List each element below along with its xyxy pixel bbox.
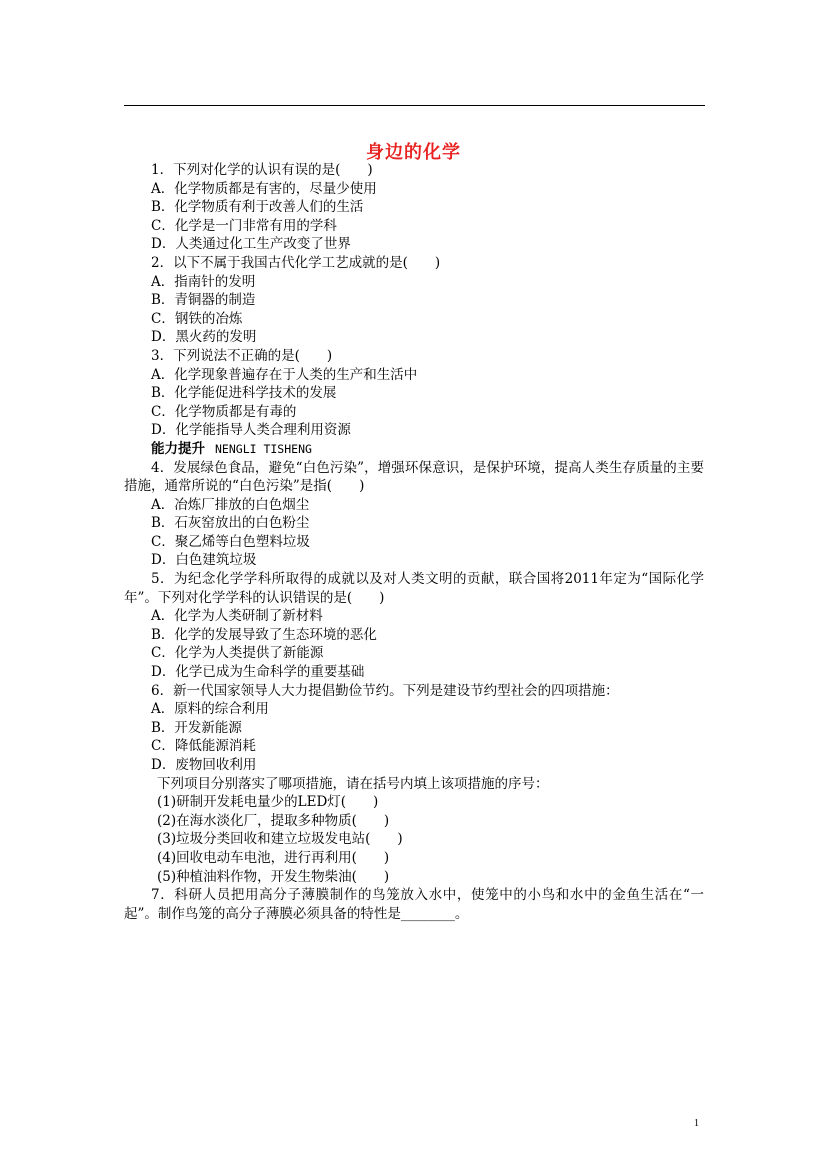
answer-option: D．化学已成为生命科学的重要基础 — [151, 664, 365, 681]
sub-item: (2)在海水淡化厂，提取多种物质( ) — [157, 812, 390, 829]
answer-option: D．废物回收利用 — [151, 757, 257, 773]
answer-option: C．钢铁的冶炼 — [151, 310, 243, 327]
section-heading — [124, 440, 704, 459]
answer-option: D．化学能指导人类合理利用资源 — [151, 422, 351, 439]
answer-option: A．化学现象普遍存在于人类的生产和生活中 — [151, 366, 418, 383]
answer-option: A．指南针的发明 — [151, 273, 256, 290]
answer-option: A．化学物质都是有害的，尽量少使用 — [151, 180, 377, 197]
question-text: 1．下列对化学的认识有误的是( ) — [151, 162, 373, 178]
answer-option: B．石灰窑放出的白色粉尘 — [151, 515, 310, 532]
answer-option: C．降低能源消耗 — [151, 738, 256, 755]
answer-option: B．化学能促进科学技术的发展 — [151, 385, 337, 402]
answer-option: C．化学物质都是有毒的 — [151, 403, 297, 420]
sub-item: (1)研制开发耗电量少的LED灯( ) — [157, 794, 379, 811]
questions-advanced — [124, 459, 704, 924]
document-body — [124, 161, 704, 923]
questions-basic — [124, 161, 704, 440]
answer-option: A．原料的综合利用 — [151, 701, 269, 718]
question-text: 2．以下不属于我国古代化学工艺成就的是( ) — [151, 254, 441, 271]
answer-option: C．化学为人类提供了新能源 — [151, 645, 324, 662]
question-text: 5．为纪念化学学科所取得的成就以及对人类文明的贡献，联合国将2011年定为“国际化学年”。下列对化学学科的认识错误的是( ) — [124, 571, 704, 606]
header-rule — [124, 105, 705, 106]
question-text: 6．新一代国家领导人大力提倡勤俭节约。下列是建设节约型社会的四项措施： — [151, 682, 619, 699]
answer-option: B．青铜器的制造 — [151, 292, 256, 309]
answer-option: B．化学的发展导致了生态环境的恶化 — [151, 626, 377, 643]
answer-option: B．化学物质有利于改善人们的生活 — [151, 199, 364, 216]
answer-option: A．冶炼厂排放的白色烟尘 — [151, 496, 310, 513]
answer-option: B．开发新能源 — [151, 719, 242, 736]
question-text: 4．发展绿色食品，避免“白色污染”，增强环保意识，是保护环境，提高人类生存质量的主要措施，通常所说的“白色污染”是指( ) — [124, 459, 704, 495]
question-text: 7．科研人员把用高分子薄膜制作的鸟笼放入水中，使笼中的小鸟和水中的金鱼生活在“一起”。制作鸟笼的高分子薄膜必须具备的特性是________。 — [124, 887, 704, 922]
page-number: 1 — [694, 1118, 699, 1129]
page-title: 身边的化学 — [366, 142, 461, 163]
sub-item: (3)垃圾分类回收和建立垃圾发电站( ) — [157, 831, 403, 848]
section-pinyin: NENGLI TISHENG — [215, 441, 312, 456]
answer-option: A．化学为人类研制了新材料 — [151, 608, 323, 625]
sub-item: 下列项目分别落实了哪项措施，请在括号内填上该项措施的序号： — [157, 775, 549, 792]
answer-option: C．化学是一门非常有用的学科 — [151, 217, 337, 234]
question-text: 3．下列说法不正确的是( ) — [151, 347, 333, 364]
answer-option: D．人类通过化工生产改变了世界 — [151, 236, 351, 253]
sub-item: (4)回收电动车电池，进行再利用( ) — [157, 849, 390, 866]
sub-item: (5)种植油料作物，开发生物柴油( ) — [157, 868, 390, 885]
answer-option: C．聚乙烯等白色塑料垃圾 — [151, 533, 310, 550]
section-label: 能力提升 — [151, 440, 205, 457]
answer-option: D．白色建筑垃圾 — [151, 552, 257, 569]
answer-option: D．黑火药的发明 — [151, 329, 257, 346]
